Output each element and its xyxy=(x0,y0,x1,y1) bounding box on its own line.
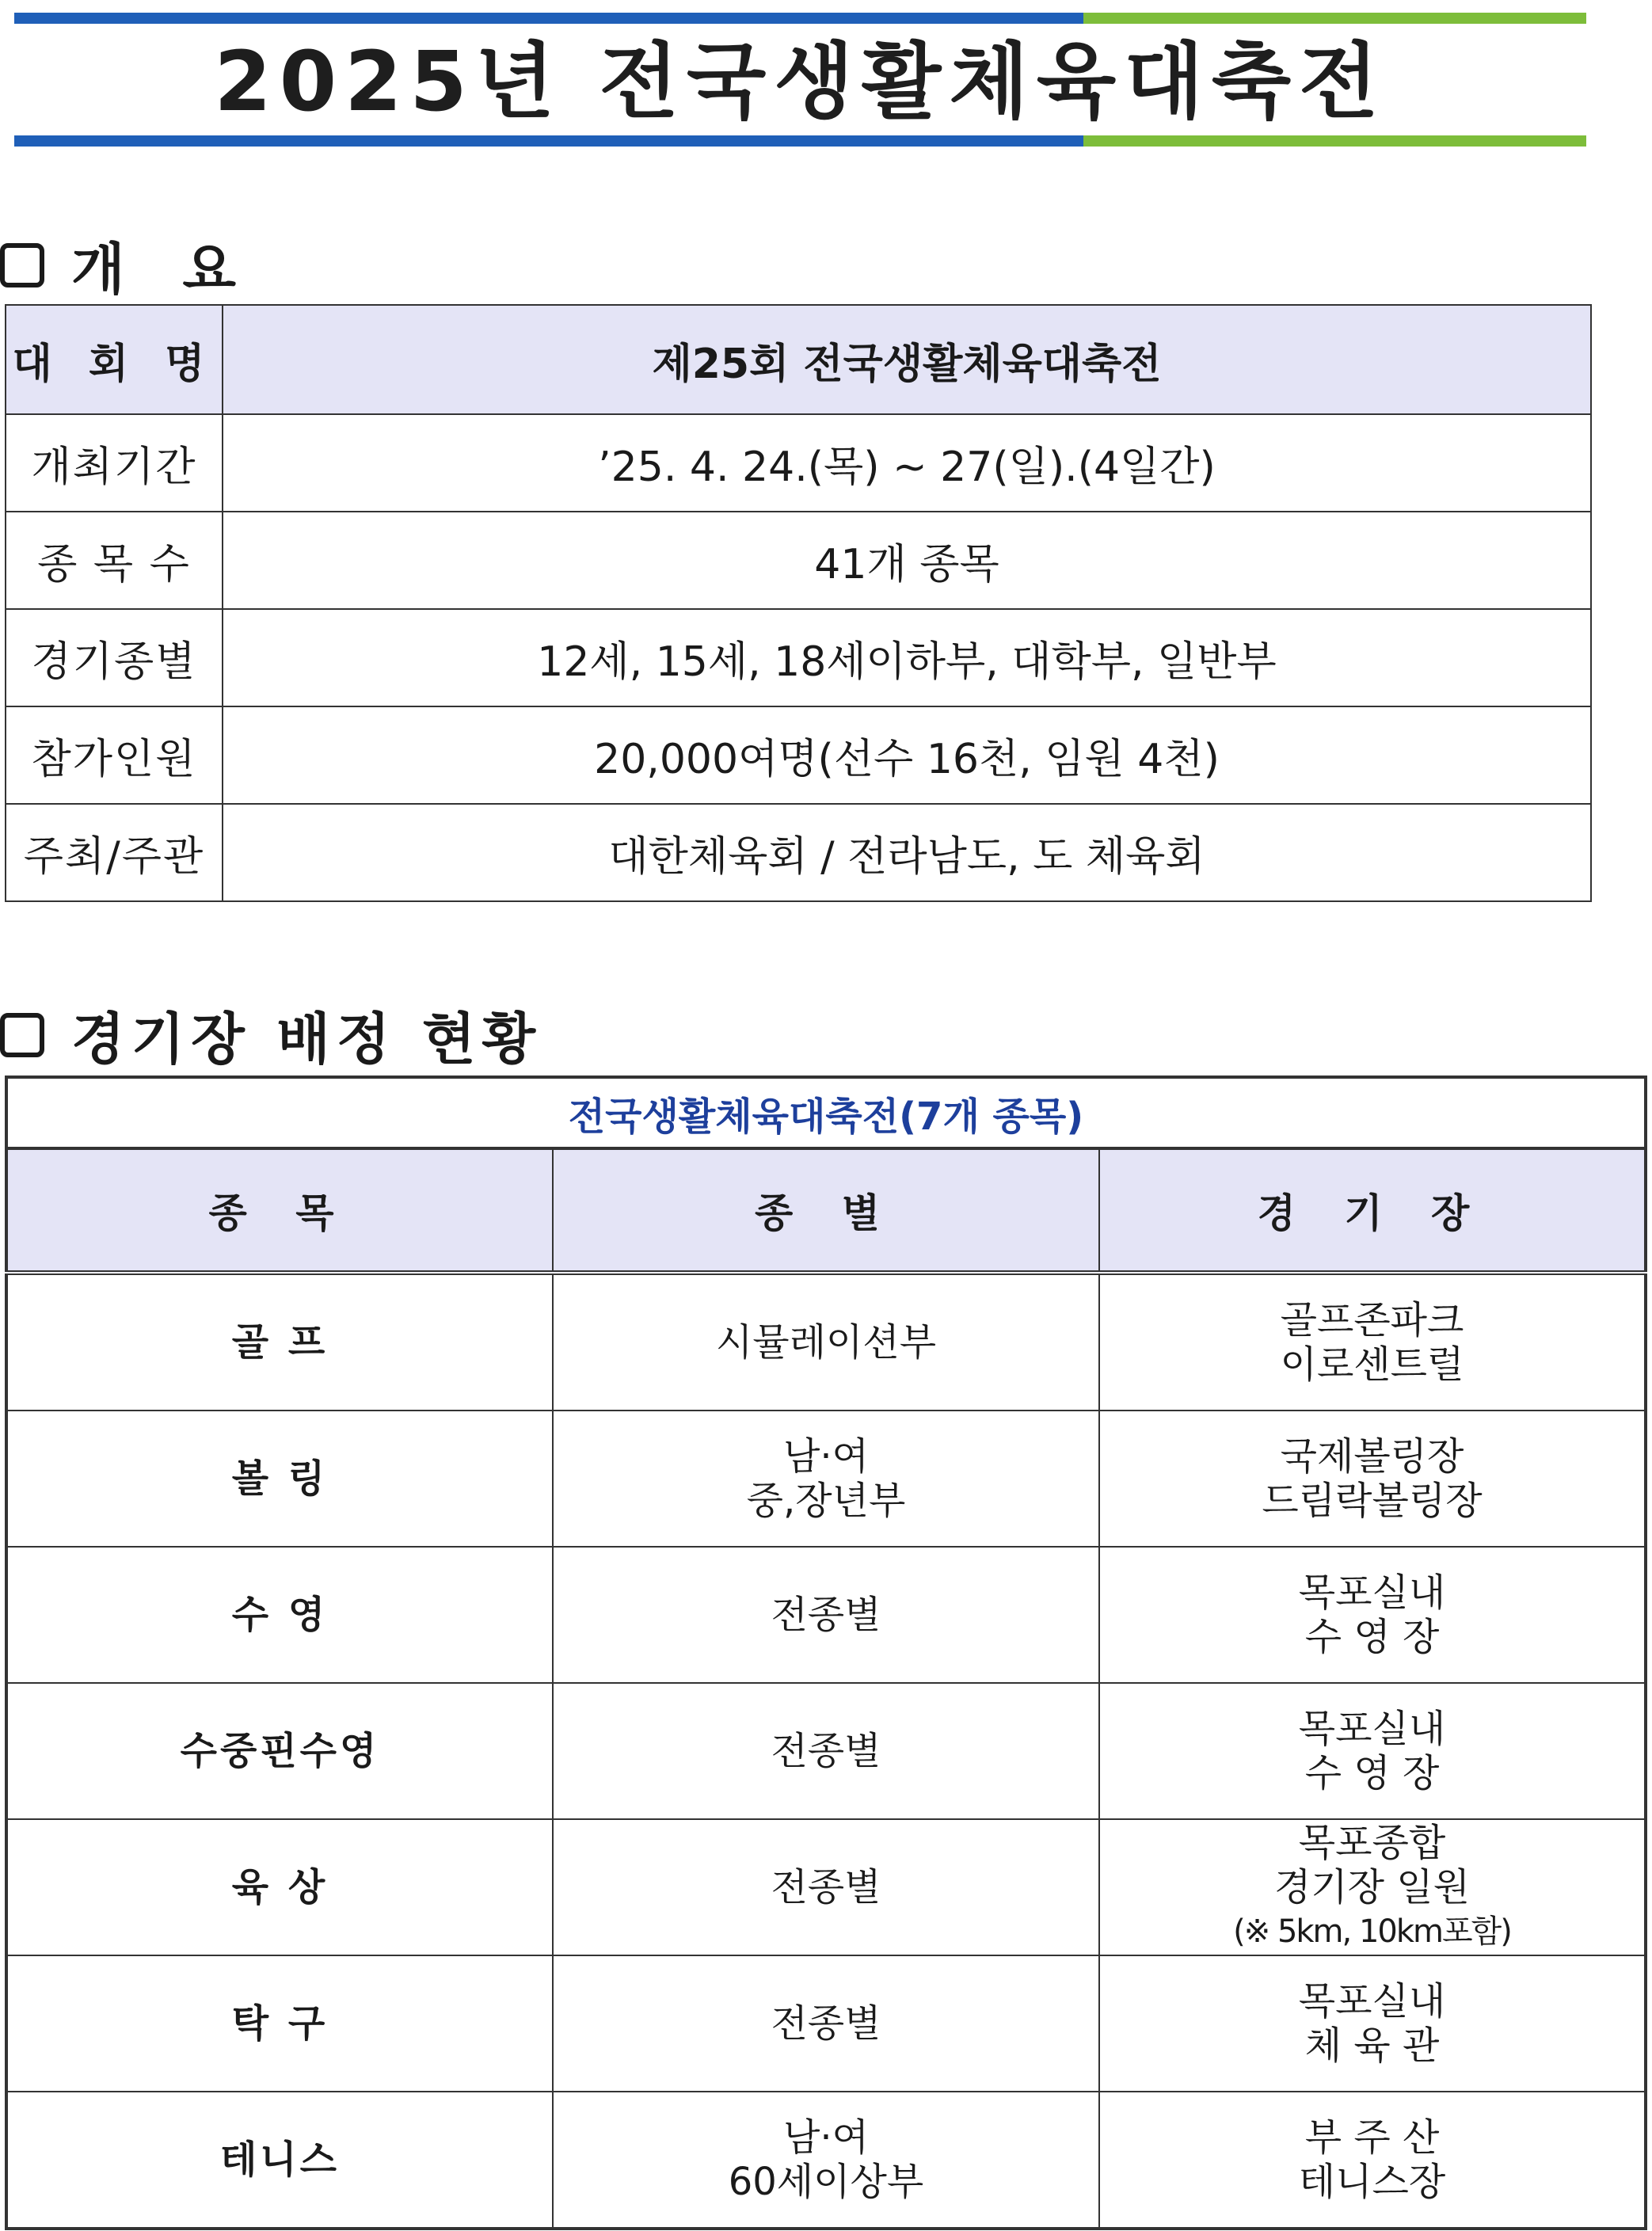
title-banner xyxy=(14,13,1586,147)
sport-name: 탁 구 xyxy=(6,1955,553,2092)
overview-value: 41개 종목 xyxy=(223,512,1591,609)
venue-line: 드림락볼링장 xyxy=(1262,1479,1483,1523)
venue-heading xyxy=(0,995,542,1075)
division-cell xyxy=(553,1273,1099,1411)
venue-note: (※ 5km, 10km포함) xyxy=(1233,1913,1511,1950)
sport-name: 골 프 xyxy=(6,1273,553,1411)
division-cell xyxy=(553,1955,1099,2092)
venue-line: 부 주 산 xyxy=(1304,2115,1440,2160)
overview-label: 주최/주관 xyxy=(6,804,223,901)
sport-name: 육 상 xyxy=(6,1819,553,1955)
table-row xyxy=(6,1683,1646,1819)
overview-heading-text: 개 요 xyxy=(71,237,242,302)
overview-row xyxy=(6,804,1591,901)
table-row xyxy=(6,2092,1646,2229)
venue-line: 골프존파크 xyxy=(1280,1298,1464,1342)
venue-cell xyxy=(1099,1547,1646,1683)
table-row xyxy=(6,1273,1646,1411)
venue-cell xyxy=(1099,1955,1646,2092)
venue-line: 체 육 관 xyxy=(1304,2024,1440,2068)
venue-cell xyxy=(1099,1819,1646,1955)
column-header-venue: 경 기 장 xyxy=(1099,1148,1646,1273)
division-line: 전종별 xyxy=(771,1593,881,1637)
overview-label: 개최기간 xyxy=(6,414,223,512)
checkbox-square-icon xyxy=(0,243,44,287)
overview-row xyxy=(6,706,1591,804)
column-header-division: 종 별 xyxy=(553,1148,1099,1273)
venue-line: 테니스장 xyxy=(1298,2160,1446,2204)
table-row xyxy=(6,1547,1646,1683)
venue-line: 목포실내 xyxy=(1298,1570,1446,1615)
division-line: 전종별 xyxy=(771,1865,881,1909)
overview-row xyxy=(6,512,1591,609)
division-cell xyxy=(553,1683,1099,1819)
overview-value: ’25. 4. 24.(목) ~ 27(일).(4일간) xyxy=(223,414,1591,512)
division-line: 남·여 xyxy=(783,2115,869,2160)
table-row xyxy=(6,1411,1646,1547)
division-line: 전종별 xyxy=(771,2001,881,2046)
division-cell xyxy=(553,1411,1099,1547)
overview-label: 참가인원 xyxy=(6,706,223,804)
overview-value: 20,000여명(선수 16천, 임원 4천) xyxy=(223,706,1591,804)
overview-value: 12세, 15세, 18세이하부, 대학부, 일반부 xyxy=(223,609,1591,706)
overview-label: 대 회 명 xyxy=(6,305,223,414)
sport-name: 볼 링 xyxy=(6,1411,553,1547)
division-line: 전종별 xyxy=(771,1729,881,1773)
table-row xyxy=(6,1819,1646,1955)
title-bar-bottom xyxy=(14,135,1586,147)
checkbox-square-icon xyxy=(0,1013,44,1057)
venue-cell xyxy=(1099,2092,1646,2229)
division-line: 남·여 xyxy=(783,1434,869,1479)
overview-row xyxy=(6,609,1591,706)
venue-table xyxy=(5,1076,1647,2230)
sport-name: 수중핀수영 xyxy=(6,1683,553,1819)
sport-name: 수 영 xyxy=(6,1547,553,1683)
table-row xyxy=(6,1955,1646,2092)
venue-cell xyxy=(1099,1683,1646,1819)
title-bar-top xyxy=(14,13,1586,24)
overview-value: 제25회 전국생활체육대축전 xyxy=(223,305,1591,414)
venue-line: 이로센트럴 xyxy=(1280,1342,1464,1387)
sport-name: 테니스 xyxy=(6,2092,553,2229)
venue-line: 수 영 장 xyxy=(1304,1615,1440,1659)
overview-row xyxy=(6,305,1591,414)
venue-line: 목포종합 xyxy=(1298,1821,1446,1865)
overview-label: 경기종별 xyxy=(6,609,223,706)
venue-table-header xyxy=(6,1148,1646,1273)
page-title: 2025년 전국생활체육대축전 xyxy=(214,33,1387,130)
venue-line: 목포실내 xyxy=(1298,1707,1446,1751)
division-line: 시뮬레이션부 xyxy=(715,1320,937,1365)
overview-row xyxy=(6,414,1591,512)
venue-cell xyxy=(1099,1273,1646,1411)
division-cell xyxy=(553,1547,1099,1683)
division-line: 60세이상부 xyxy=(728,2160,924,2204)
division-cell xyxy=(553,1819,1099,1955)
venue-line: 국제볼링장 xyxy=(1280,1434,1464,1479)
division-cell xyxy=(553,2092,1099,2229)
column-header-sport: 종 목 xyxy=(6,1148,553,1273)
venue-line: 경기장 일원 xyxy=(1273,1865,1471,1909)
venue-table-caption: 전국생활체육대축전(7개 종목) xyxy=(6,1077,1646,1148)
overview-table xyxy=(5,304,1592,902)
overview-heading xyxy=(0,225,242,305)
venue-heading-text: 경기장 배정 현황 xyxy=(71,1007,542,1072)
overview-label: 종 목 수 xyxy=(6,512,223,609)
venue-cell xyxy=(1099,1411,1646,1547)
venue-line: 목포실내 xyxy=(1298,1979,1446,2024)
division-line: 중,장년부 xyxy=(746,1479,906,1523)
venue-line: 수 영 장 xyxy=(1304,1751,1440,1795)
overview-value: 대한체육회 / 전라남도, 도 체육회 xyxy=(223,804,1591,901)
